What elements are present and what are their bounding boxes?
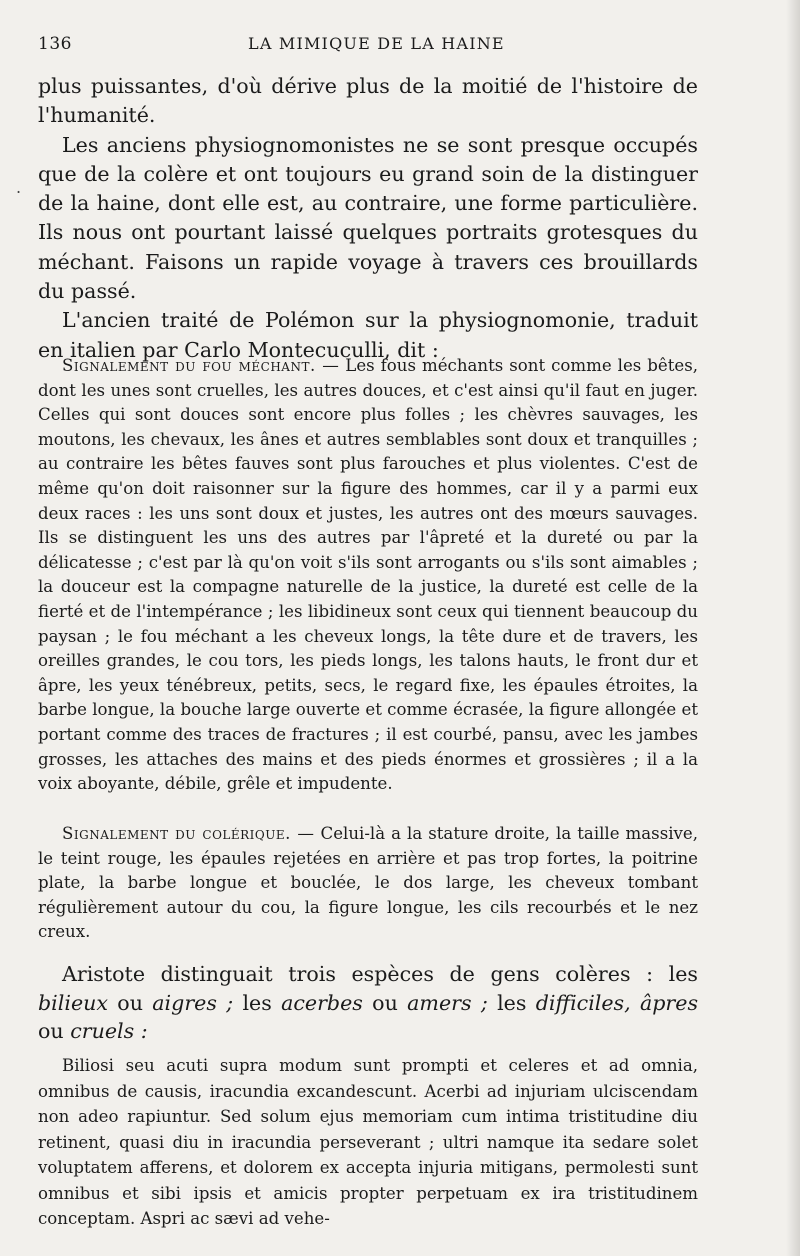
paragraph-continuation: plus puissantes, d'où dérive plus de la moitié de l'histoire de l'humanité. bbox=[38, 74, 698, 128]
page-edge-shadow bbox=[786, 0, 800, 1256]
italic-term: acerbes bbox=[281, 990, 363, 1015]
text-span: Aristote distinguait trois espèces de gens colères : les bbox=[62, 962, 698, 986]
italic-term: cruels : bbox=[70, 1019, 148, 1043]
text-span: ou bbox=[362, 990, 408, 1015]
margin-mark: . bbox=[16, 178, 22, 197]
latin-quotation: Biliosi seu acuti supra modum sunt prompti et celeres et ad omnia, omnibus de causis, iracundia excandescunt. Acerbi ad injuriam ulciscendam non adeo rapiuntur. Sed solum ejus memoriam cum intima tristitudine diu retinent, quasi diu in iracundia perseverant ; ultri namque ita sedare solet voluptatem afferens, et dolorem ex accepta injuria mitigans, permolesti sunt omnibus et sibi ipsis et amicis propter perpetuam ex ira tristitudinem conceptam. Aspri ac sævi ad vehe- bbox=[38, 1056, 698, 1228]
quote-text: Les fous méchants sont comme les bêtes, dont les unes sont cruelles, les autres douces, et c'est ainsi qu'il faut en juger. Celles qui sont douces sont encore plus folles ; les chèvres sauvages, les moutons, les chevaux, les ânes et autres semblables sont doux et tranquilles ; au contraire les bêtes fauves sont plus farouches et plus violentes. C'est de même qu'on doit raisonner sur la figure des hommes, car il y a parmi eux deux races : les uns sont doux et justes, les autres ont des mœurs sauvages. Ils se distinguent les uns des autres par l'âpreté et la dureté ou par la délicatesse ; c'est par là qu'on voit s'ils sont arrogants ou s'ils sont aimables ; la douceur est la compagne naturelle de la justice, la dureté est celle de la fierté et de l'intempérance ; les libidineux sont ceux qui tiennent beaucoup du paysan ; le fou méchant a les cheveux longs, la tête dure et de travers, les oreilles grandes, le cou tors, les pieds longs, les talons hauts, le front dur et âpre, les yeux ténébreux, petits, secs, le regard fixe, les épaules étroites, la barbe longue, la bouche large ouverte et comme écrasée, la figure allongée et portant comme des traces de fractures ; il est courbé, pansu, avec les jambes grosses, les attaches des mains et des pieds énormes et grossières ; il a la voix aboyante, débile, grêle et impudente. bbox=[38, 356, 699, 794]
paragraph-physiognomonistes: Les anciens physiognomonistes ne se sont presque occupés que de la colère et ont toujours eu grand soin de la distinguer de la haine, dont elle est, au contraire, une forme particulière. Ils nous ont pourtant laissé quelques portraits grotesques du méchant. Faisons un rapide voyage à travers ces brouillards du passé. bbox=[38, 132, 698, 304]
text-span: les bbox=[487, 990, 536, 1015]
main-text bbox=[38, 72, 698, 365]
italic-term: aigres ; bbox=[152, 990, 234, 1015]
text-span: ou bbox=[38, 1019, 71, 1043]
paragraph-aristote bbox=[38, 960, 698, 1046]
quote-heading: Signalement du fou méchant. — bbox=[62, 356, 340, 375]
running-title: LA MIMIQUE DE LA HAINE bbox=[248, 34, 505, 53]
paragraph-polemon: L'ancien traité de Polémon sur la physiognomonie, traduit en italien par Carlo Montecuculli, dit : bbox=[38, 308, 698, 362]
italic-term: bilieux bbox=[38, 990, 109, 1015]
page-number: 136 bbox=[38, 34, 72, 54]
page-header bbox=[38, 34, 738, 60]
quote-text: Celui-là a la stature droite, la taille massive, le teint rouge, les épaules rejetées en arrière et pas trop fortes, la poitrine plate, la barbe longue et bouclée, le dos large, les cheveux tombant régulièrement autour du cou, la figure longue, les cils recourbés et le nez creux. bbox=[38, 824, 698, 942]
text-span: les bbox=[233, 990, 282, 1015]
italic-term: amers ; bbox=[407, 990, 488, 1015]
text-span: ou bbox=[108, 990, 153, 1015]
italic-term: difficiles, âpres bbox=[535, 990, 699, 1015]
quote-fou-mechant bbox=[38, 354, 698, 797]
quote-heading: Signalement du colérique. — bbox=[62, 824, 315, 843]
quote-colerique bbox=[38, 822, 698, 945]
